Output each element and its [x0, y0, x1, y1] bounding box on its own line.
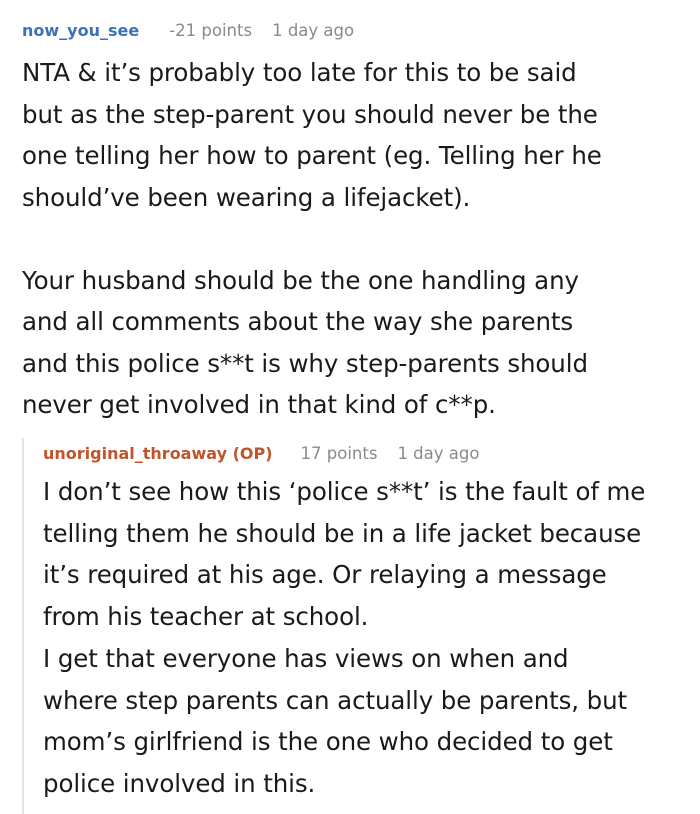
comment-line: but as the step-parent you should never be the	[22, 99, 598, 129]
comment-paragraph	[22, 260, 692, 426]
comment-author[interactable]: now_you_see	[22, 21, 140, 40]
reply-line: from his teacher at school.	[43, 602, 369, 632]
comment-paragraph	[22, 52, 692, 218]
reply-body	[43, 471, 693, 805]
reply-line: mom’s girlfriend is the one who decided to get	[43, 727, 613, 757]
comment-points: -21 points	[169, 21, 253, 40]
comment-body	[22, 52, 692, 426]
reply-comment	[43, 441, 693, 805]
comment-line: and this police s**t is why step-parents should	[22, 348, 588, 378]
reply-line: telling them he should be in a life jacket because	[43, 518, 642, 548]
comment-line: Your husband should be the one handling any	[22, 265, 579, 295]
comment	[22, 18, 692, 426]
comment-time[interactable]: 1 day ago	[272, 21, 355, 40]
comment-line: never get involved in that kind of c**p.	[22, 390, 496, 419]
comment-line: one telling her how to parent (eg. Telling her he	[22, 141, 602, 170]
reply-author[interactable]: unoriginal_throaway (OP)	[43, 444, 273, 463]
comment-meta	[22, 18, 692, 44]
reply-line: where step parents can actually be parents, but	[43, 685, 628, 715]
reply-line: I don’t see how this ‘police s**t’ is the fault of me	[43, 477, 646, 506]
reply-line: police involved in this.	[43, 768, 316, 798]
comment-line: should’ve been wearing a lifejacket).	[22, 182, 471, 212]
reply-line: it’s required at his age. Or relaying a message	[43, 560, 607, 590]
comment-line: and all comments about the way she parents	[22, 307, 574, 336]
comment-line: NTA & it’s probably too late for this to be said	[22, 58, 577, 87]
reply-meta	[43, 441, 693, 467]
reply-time[interactable]: 1 day ago	[397, 444, 480, 463]
reply-thread-line[interactable]	[22, 438, 24, 814]
reply-line: I get that everyone has views on when and	[43, 643, 569, 673]
reply-points: 17 points	[300, 444, 378, 463]
paragraph-gap	[22, 218, 692, 260]
